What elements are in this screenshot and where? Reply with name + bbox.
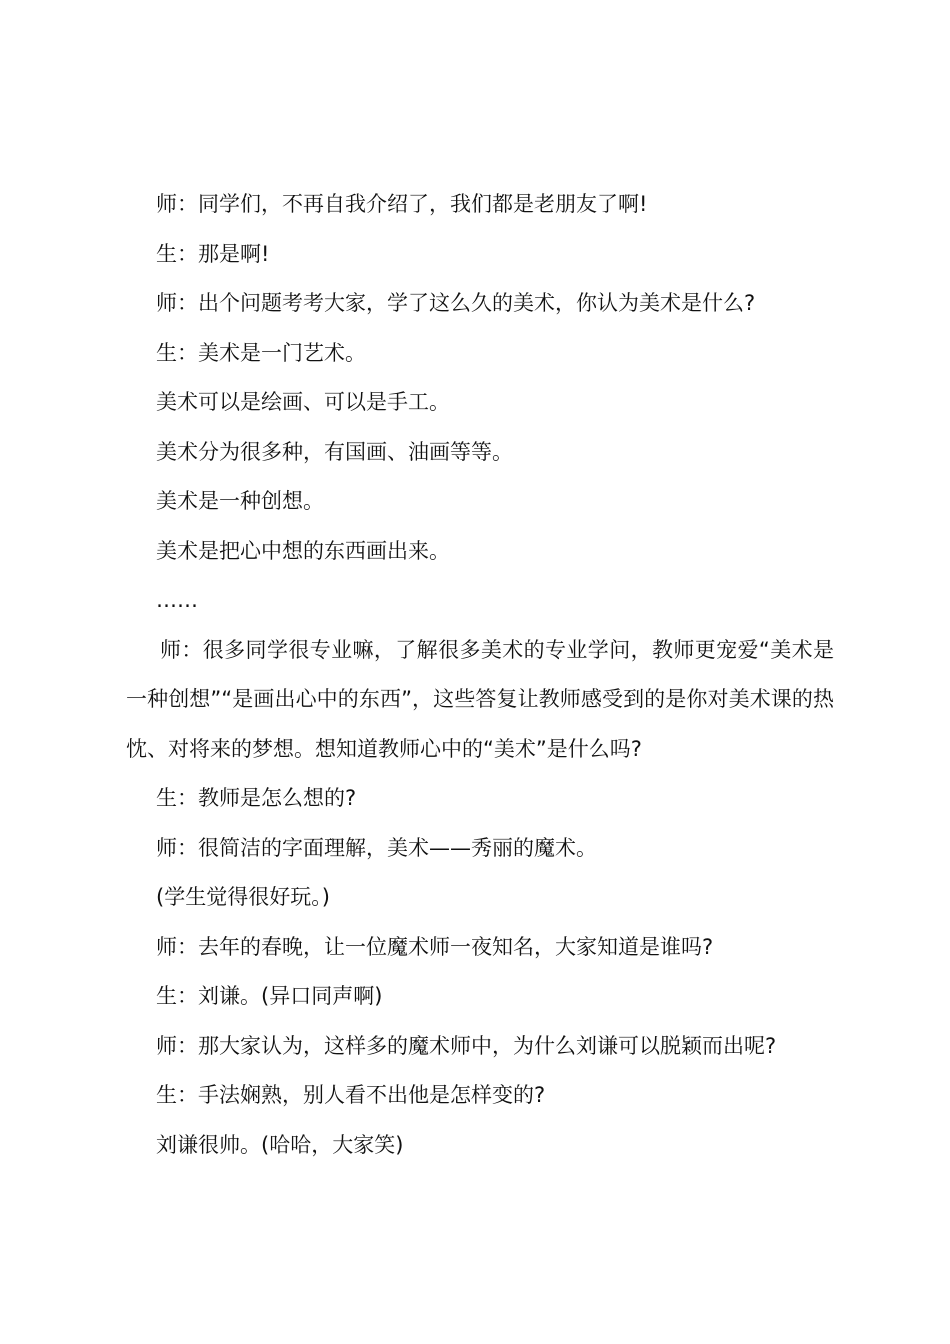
paragraph: 师：同学们，不再自我介绍了，我们都是老朋友了啊! — [156, 192, 648, 216]
paragraph: 师：很简洁的字面理解，美术——秀丽的魔术。 — [156, 835, 597, 860]
paragraph: 生：美术是一门艺术。 — [156, 340, 366, 365]
paragraph: 生：教师是怎么想的? — [156, 786, 357, 810]
paragraph-long: 师：很多同学很专业嘛，了解很多美术的专业学问，教师更宠爱“美术是一种创想”“是画出心中的东西”，这些答复让教师感受到的是你对美术课的热忱、对将来的梦想。想知道教师心中的“美术”是什么吗? — [126, 637, 834, 761]
document-body — [126, 180, 834, 1170]
paragraph: 师：去年的春晚，让一位魔术师一夜知名，大家知道是谁吗? — [156, 934, 714, 959]
paragraph: 刘谦很帅。(哈哈，大家笑) — [156, 1132, 404, 1157]
ellipsis-paragraph: …… — [156, 588, 198, 612]
paragraph: 生：那是啊! — [156, 241, 270, 266]
paragraph: 生：刘谦。(异口同声啊) — [156, 984, 383, 1008]
paragraph: 师：出个问题考考大家，学了这么久的美术，你认为美术是什么? — [156, 291, 756, 315]
paragraph: 师：那大家认为，这样多的魔术师中，为什么刘谦可以脱颖而出呢? — [156, 1033, 777, 1058]
paragraph: 美术是一种创想。 — [156, 489, 324, 513]
paragraph: 生：手法娴熟，别人看不出他是怎样变的? — [156, 1083, 546, 1107]
paragraph: 美术可以是绘画、可以是手工。 — [156, 390, 450, 414]
paragraph: 美术是把心中想的东西画出来。 — [156, 538, 450, 563]
paragraph: 美术分为很多种，有国画、油画等等。 — [156, 439, 513, 464]
paragraph: (学生觉得很好玩。) — [156, 885, 330, 909]
